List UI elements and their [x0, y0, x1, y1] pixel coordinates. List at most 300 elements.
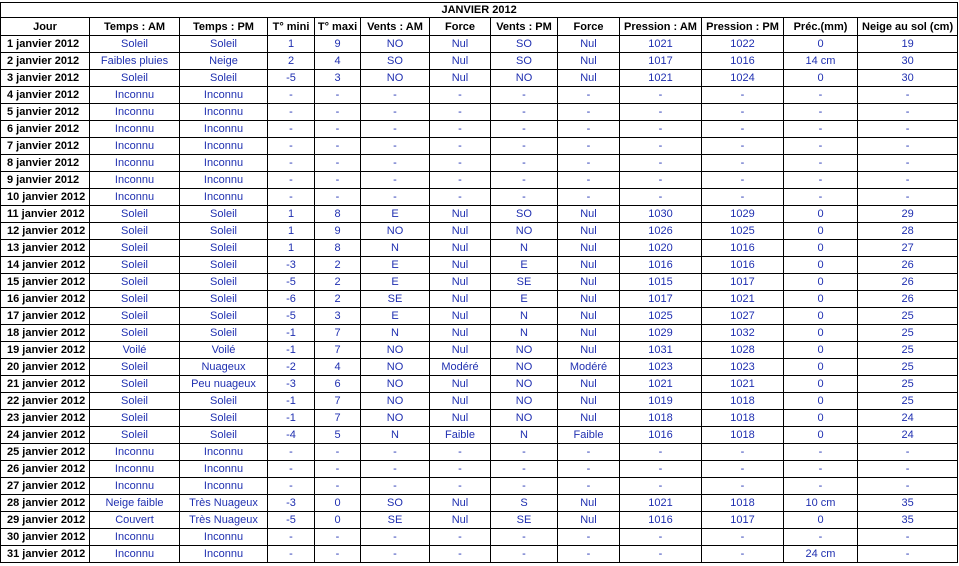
day-cell[interactable]: 18 janvier 2012 — [1, 325, 90, 342]
table-cell[interactable]: Inconnu — [90, 546, 180, 563]
table-cell[interactable]: 1028 — [702, 342, 784, 359]
table-cell[interactable]: - — [361, 189, 430, 206]
table-cell[interactable]: 25 — [858, 325, 958, 342]
day-cell[interactable]: 31 janvier 2012 — [1, 546, 90, 563]
day-cell[interactable]: 4 janvier 2012 — [1, 87, 90, 104]
table-cell[interactable]: NO — [491, 359, 558, 376]
table-cell[interactable]: 25 — [858, 393, 958, 410]
table-cell[interactable]: 9 — [315, 223, 361, 240]
table-cell[interactable]: Nul — [558, 308, 620, 325]
table-cell[interactable]: 0 — [784, 342, 858, 359]
table-cell[interactable]: Inconnu — [180, 444, 268, 461]
day-cell[interactable]: 28 janvier 2012 — [1, 495, 90, 512]
table-cell[interactable]: 26 — [858, 257, 958, 274]
table-cell[interactable]: - — [315, 172, 361, 189]
table-cell[interactable]: Nul — [558, 325, 620, 342]
table-cell[interactable]: N — [491, 308, 558, 325]
table-cell[interactable]: - — [858, 172, 958, 189]
table-cell[interactable]: - — [491, 189, 558, 206]
table-cell[interactable]: 0 — [784, 206, 858, 223]
table-cell[interactable]: SE — [361, 512, 430, 529]
table-cell[interactable]: Inconnu — [90, 189, 180, 206]
table-cell[interactable]: SO — [361, 495, 430, 512]
table-cell[interactable]: 2 — [315, 274, 361, 291]
table-cell[interactable]: - — [315, 155, 361, 172]
table-cell[interactable]: 1021 — [620, 36, 702, 53]
table-cell[interactable]: 1018 — [702, 495, 784, 512]
table-cell[interactable]: 1025 — [702, 223, 784, 240]
table-cell[interactable]: Soleil — [180, 257, 268, 274]
table-cell[interactable]: 25 — [858, 359, 958, 376]
table-cell[interactable]: Nul — [558, 223, 620, 240]
table-cell[interactable]: 25 — [858, 376, 958, 393]
table-cell[interactable]: 0 — [784, 291, 858, 308]
table-cell[interactable]: - — [430, 461, 491, 478]
table-cell[interactable]: Soleil — [180, 291, 268, 308]
table-cell[interactable]: - — [620, 444, 702, 461]
table-cell[interactable]: 1018 — [620, 410, 702, 427]
table-cell[interactable]: - — [315, 87, 361, 104]
table-cell[interactable]: Soleil — [90, 308, 180, 325]
table-cell[interactable]: Nul — [558, 495, 620, 512]
table-cell[interactable]: 1 — [268, 36, 315, 53]
table-cell[interactable]: - — [315, 444, 361, 461]
table-cell[interactable]: 7 — [315, 325, 361, 342]
table-cell[interactable]: 0 — [784, 70, 858, 87]
table-cell[interactable]: 1016 — [702, 257, 784, 274]
table-cell[interactable]: Nul — [558, 257, 620, 274]
table-cell[interactable]: Couvert — [90, 512, 180, 529]
table-cell[interactable]: - — [268, 121, 315, 138]
table-cell[interactable]: - — [361, 546, 430, 563]
table-cell[interactable]: - — [430, 138, 491, 155]
day-cell[interactable]: 24 janvier 2012 — [1, 427, 90, 444]
table-cell[interactable]: - — [268, 546, 315, 563]
table-cell[interactable]: Nul — [558, 70, 620, 87]
table-cell[interactable]: 1 — [268, 206, 315, 223]
table-cell[interactable]: 1024 — [702, 70, 784, 87]
table-cell[interactable]: - — [784, 478, 858, 495]
table-cell[interactable]: 4 — [315, 359, 361, 376]
table-cell[interactable]: Faible — [558, 427, 620, 444]
table-cell[interactable]: -1 — [268, 410, 315, 427]
day-cell[interactable]: 26 janvier 2012 — [1, 461, 90, 478]
table-cell[interactable]: - — [858, 478, 958, 495]
table-cell[interactable]: 3 — [315, 308, 361, 325]
table-cell[interactable]: - — [784, 444, 858, 461]
table-cell[interactable]: Nul — [558, 206, 620, 223]
day-cell[interactable]: 2 janvier 2012 — [1, 53, 90, 70]
table-cell[interactable]: Soleil — [180, 427, 268, 444]
table-cell[interactable]: Soleil — [90, 325, 180, 342]
table-cell[interactable]: - — [784, 138, 858, 155]
table-cell[interactable]: - — [268, 87, 315, 104]
table-cell[interactable]: 7 — [315, 393, 361, 410]
table-cell[interactable]: - — [784, 121, 858, 138]
table-cell[interactable]: Soleil — [180, 223, 268, 240]
table-cell[interactable]: E — [361, 257, 430, 274]
table-cell[interactable]: 1017 — [620, 291, 702, 308]
table-cell[interactable]: Soleil — [180, 206, 268, 223]
day-cell[interactable]: 13 janvier 2012 — [1, 240, 90, 257]
day-cell[interactable]: 1 janvier 2012 — [1, 36, 90, 53]
table-cell[interactable]: 1019 — [620, 393, 702, 410]
table-cell[interactable]: - — [361, 138, 430, 155]
table-cell[interactable]: - — [620, 172, 702, 189]
table-cell[interactable]: -3 — [268, 376, 315, 393]
table-cell[interactable]: Soleil — [90, 376, 180, 393]
table-cell[interactable]: SO — [491, 53, 558, 70]
table-cell[interactable]: - — [558, 444, 620, 461]
table-cell[interactable]: Nul — [430, 512, 491, 529]
table-cell[interactable]: NO — [491, 342, 558, 359]
table-cell[interactable]: - — [558, 172, 620, 189]
table-cell[interactable]: N — [491, 427, 558, 444]
table-cell[interactable]: - — [430, 529, 491, 546]
table-cell[interactable]: Soleil — [90, 223, 180, 240]
table-cell[interactable]: - — [858, 189, 958, 206]
table-cell[interactable]: 4 — [315, 53, 361, 70]
table-cell[interactable]: 9 — [315, 36, 361, 53]
table-cell[interactable]: NO — [361, 376, 430, 393]
table-cell[interactable]: - — [268, 138, 315, 155]
table-cell[interactable]: Soleil — [180, 410, 268, 427]
table-cell[interactable]: - — [784, 529, 858, 546]
table-cell[interactable]: Soleil — [180, 36, 268, 53]
table-cell[interactable]: Soleil — [90, 291, 180, 308]
table-cell[interactable]: Soleil — [90, 359, 180, 376]
table-cell[interactable]: Modéré — [558, 359, 620, 376]
table-cell[interactable]: 1015 — [620, 274, 702, 291]
table-cell[interactable]: Soleil — [180, 325, 268, 342]
table-cell[interactable]: Soleil — [180, 308, 268, 325]
table-cell[interactable]: - — [491, 104, 558, 121]
table-cell[interactable]: - — [430, 155, 491, 172]
table-cell[interactable]: 19 — [858, 36, 958, 53]
table-cell[interactable]: - — [558, 546, 620, 563]
table-cell[interactable]: Nul — [558, 410, 620, 427]
table-cell[interactable]: N — [361, 325, 430, 342]
table-cell[interactable]: - — [315, 104, 361, 121]
table-cell[interactable]: - — [361, 87, 430, 104]
table-cell[interactable]: 8 — [315, 240, 361, 257]
table-cell[interactable]: - — [268, 172, 315, 189]
table-cell[interactable]: 35 — [858, 512, 958, 529]
table-cell[interactable]: - — [558, 189, 620, 206]
table-cell[interactable]: 1021 — [620, 70, 702, 87]
day-cell[interactable]: 30 janvier 2012 — [1, 529, 90, 546]
table-cell[interactable]: - — [858, 546, 958, 563]
table-cell[interactable]: Soleil — [90, 257, 180, 274]
table-cell[interactable]: 0 — [784, 274, 858, 291]
table-cell[interactable]: 1021 — [702, 291, 784, 308]
table-cell[interactable]: Inconnu — [90, 104, 180, 121]
table-cell[interactable]: NO — [361, 223, 430, 240]
table-cell[interactable]: Neige faible — [90, 495, 180, 512]
table-cell[interactable]: - — [491, 444, 558, 461]
table-cell[interactable]: 3 — [315, 70, 361, 87]
table-cell[interactable]: Très Nuageux — [180, 495, 268, 512]
table-cell[interactable]: NO — [491, 393, 558, 410]
table-cell[interactable]: - — [620, 87, 702, 104]
table-cell[interactable]: 1029 — [620, 325, 702, 342]
table-cell[interactable]: - — [858, 461, 958, 478]
table-cell[interactable]: - — [702, 444, 784, 461]
table-cell[interactable]: Nul — [430, 257, 491, 274]
table-cell[interactable]: - — [784, 172, 858, 189]
table-cell[interactable]: 1016 — [620, 257, 702, 274]
table-cell[interactable]: NO — [361, 36, 430, 53]
table-cell[interactable]: SE — [361, 291, 430, 308]
table-cell[interactable]: -2 — [268, 359, 315, 376]
table-cell[interactable]: - — [620, 461, 702, 478]
table-cell[interactable]: 1032 — [702, 325, 784, 342]
table-cell[interactable]: 0 — [784, 393, 858, 410]
table-cell[interactable]: Nul — [430, 53, 491, 70]
table-cell[interactable]: SE — [491, 512, 558, 529]
day-cell[interactable]: 11 janvier 2012 — [1, 206, 90, 223]
table-cell[interactable]: - — [784, 461, 858, 478]
table-cell[interactable]: - — [268, 478, 315, 495]
table-cell[interactable]: - — [858, 529, 958, 546]
table-cell[interactable]: 1027 — [702, 308, 784, 325]
table-cell[interactable]: 2 — [315, 257, 361, 274]
table-cell[interactable]: Nul — [430, 274, 491, 291]
table-cell[interactable]: Nul — [430, 70, 491, 87]
table-cell[interactable]: - — [702, 121, 784, 138]
table-cell[interactable]: - — [702, 529, 784, 546]
table-cell[interactable]: 1017 — [702, 512, 784, 529]
table-cell[interactable]: - — [491, 87, 558, 104]
table-cell[interactable]: Inconnu — [90, 529, 180, 546]
table-cell[interactable]: Nul — [430, 291, 491, 308]
table-cell[interactable]: 25 — [858, 308, 958, 325]
table-cell[interactable]: - — [430, 444, 491, 461]
table-cell[interactable]: - — [784, 104, 858, 121]
table-cell[interactable]: 0 — [784, 512, 858, 529]
table-cell[interactable]: 0 — [784, 223, 858, 240]
table-cell[interactable]: Nul — [558, 274, 620, 291]
table-cell[interactable]: 1020 — [620, 240, 702, 257]
table-cell[interactable]: 2 — [315, 291, 361, 308]
table-cell[interactable]: Inconnu — [180, 529, 268, 546]
table-cell[interactable]: - — [361, 172, 430, 189]
table-cell[interactable]: 7 — [315, 410, 361, 427]
table-cell[interactable]: - — [620, 189, 702, 206]
table-cell[interactable]: -5 — [268, 274, 315, 291]
table-cell[interactable]: Faible — [430, 427, 491, 444]
table-cell[interactable]: Nul — [558, 291, 620, 308]
table-cell[interactable]: Inconnu — [90, 444, 180, 461]
table-cell[interactable]: Inconnu — [90, 121, 180, 138]
table-cell[interactable]: NO — [491, 376, 558, 393]
table-cell[interactable]: NO — [361, 70, 430, 87]
table-cell[interactable]: Inconnu — [180, 121, 268, 138]
table-cell[interactable]: - — [702, 172, 784, 189]
table-cell[interactable]: - — [784, 189, 858, 206]
table-cell[interactable]: 1016 — [620, 512, 702, 529]
table-cell[interactable]: - — [620, 529, 702, 546]
table-cell[interactable]: 1023 — [702, 359, 784, 376]
table-cell[interactable]: - — [361, 461, 430, 478]
table-cell[interactable]: Inconnu — [180, 546, 268, 563]
table-cell[interactable]: - — [491, 529, 558, 546]
table-cell[interactable]: - — [268, 444, 315, 461]
table-cell[interactable]: Soleil — [180, 274, 268, 291]
day-cell[interactable]: 10 janvier 2012 — [1, 189, 90, 206]
table-cell[interactable]: Nul — [430, 495, 491, 512]
table-cell[interactable]: 7 — [315, 342, 361, 359]
table-cell[interactable]: - — [858, 138, 958, 155]
table-cell[interactable]: - — [491, 461, 558, 478]
table-cell[interactable]: 1021 — [620, 376, 702, 393]
day-cell[interactable]: 16 janvier 2012 — [1, 291, 90, 308]
table-cell[interactable]: S — [491, 495, 558, 512]
table-cell[interactable]: - — [558, 461, 620, 478]
table-cell[interactable]: -1 — [268, 393, 315, 410]
table-cell[interactable]: - — [315, 138, 361, 155]
table-cell[interactable]: Inconnu — [180, 478, 268, 495]
table-cell[interactable]: -3 — [268, 495, 315, 512]
table-cell[interactable]: Inconnu — [90, 172, 180, 189]
table-cell[interactable]: 0 — [784, 240, 858, 257]
table-cell[interactable]: - — [361, 104, 430, 121]
table-cell[interactable]: - — [702, 155, 784, 172]
table-cell[interactable]: - — [430, 121, 491, 138]
table-cell[interactable]: - — [620, 104, 702, 121]
table-cell[interactable]: 1031 — [620, 342, 702, 359]
table-cell[interactable]: 14 cm — [784, 53, 858, 70]
table-cell[interactable]: 25 — [858, 342, 958, 359]
day-cell[interactable]: 27 janvier 2012 — [1, 478, 90, 495]
table-cell[interactable]: Soleil — [90, 274, 180, 291]
table-cell[interactable]: SO — [491, 36, 558, 53]
table-cell[interactable]: Soleil — [90, 410, 180, 427]
table-cell[interactable]: NO — [361, 359, 430, 376]
table-cell[interactable]: 1030 — [620, 206, 702, 223]
table-cell[interactable]: 0 — [784, 308, 858, 325]
table-cell[interactable]: SE — [491, 274, 558, 291]
table-cell[interactable]: NO — [361, 393, 430, 410]
table-cell[interactable]: 5 — [315, 427, 361, 444]
table-cell[interactable]: - — [858, 444, 958, 461]
table-cell[interactable]: NO — [361, 410, 430, 427]
table-cell[interactable]: Soleil — [90, 393, 180, 410]
day-cell[interactable]: 12 janvier 2012 — [1, 223, 90, 240]
table-cell[interactable]: - — [858, 121, 958, 138]
day-cell[interactable]: 9 janvier 2012 — [1, 172, 90, 189]
table-cell[interactable]: -1 — [268, 342, 315, 359]
table-cell[interactable]: 35 — [858, 495, 958, 512]
table-cell[interactable]: 10 cm — [784, 495, 858, 512]
table-cell[interactable]: E — [361, 308, 430, 325]
table-cell[interactable]: - — [315, 529, 361, 546]
table-cell[interactable]: Nul — [430, 240, 491, 257]
table-cell[interactable]: - — [620, 121, 702, 138]
table-cell[interactable]: Neige — [180, 53, 268, 70]
table-cell[interactable]: - — [702, 546, 784, 563]
table-cell[interactable]: 1018 — [702, 427, 784, 444]
table-cell[interactable]: - — [702, 478, 784, 495]
day-cell[interactable]: 15 janvier 2012 — [1, 274, 90, 291]
table-cell[interactable]: - — [361, 444, 430, 461]
table-cell[interactable]: N — [361, 427, 430, 444]
table-cell[interactable]: 0 — [784, 325, 858, 342]
table-cell[interactable]: - — [784, 155, 858, 172]
table-cell[interactable]: - — [558, 529, 620, 546]
table-cell[interactable]: Inconnu — [90, 478, 180, 495]
table-cell[interactable]: - — [315, 461, 361, 478]
table-cell[interactable]: 1029 — [702, 206, 784, 223]
table-cell[interactable]: Très Nuageux — [180, 512, 268, 529]
table-cell[interactable]: - — [491, 155, 558, 172]
table-cell[interactable]: -4 — [268, 427, 315, 444]
table-cell[interactable]: Nul — [558, 240, 620, 257]
table-cell[interactable]: 1 — [268, 223, 315, 240]
table-cell[interactable]: Soleil — [180, 240, 268, 257]
table-cell[interactable]: 24 — [858, 427, 958, 444]
table-cell[interactable]: 27 — [858, 240, 958, 257]
table-cell[interactable]: Modéré — [430, 359, 491, 376]
table-cell[interactable]: - — [558, 155, 620, 172]
table-cell[interactable]: -5 — [268, 70, 315, 87]
table-cell[interactable]: - — [858, 104, 958, 121]
table-cell[interactable]: Nul — [430, 36, 491, 53]
table-cell[interactable]: - — [620, 478, 702, 495]
table-cell[interactable]: - — [315, 189, 361, 206]
table-cell[interactable]: Nul — [430, 223, 491, 240]
table-cell[interactable]: - — [702, 87, 784, 104]
table-cell[interactable]: - — [430, 478, 491, 495]
table-cell[interactable]: 29 — [858, 206, 958, 223]
table-cell[interactable]: N — [361, 240, 430, 257]
table-cell[interactable]: Inconnu — [180, 461, 268, 478]
table-cell[interactable]: Inconnu — [90, 155, 180, 172]
table-cell[interactable]: - — [702, 461, 784, 478]
table-cell[interactable]: 26 — [858, 291, 958, 308]
table-cell[interactable]: - — [491, 546, 558, 563]
table-cell[interactable]: Peu nuageux — [180, 376, 268, 393]
table-cell[interactable]: - — [491, 172, 558, 189]
day-cell[interactable]: 19 janvier 2012 — [1, 342, 90, 359]
table-cell[interactable]: Nul — [430, 206, 491, 223]
table-cell[interactable]: NO — [491, 223, 558, 240]
table-cell[interactable]: NO — [361, 342, 430, 359]
table-cell[interactable]: - — [702, 104, 784, 121]
table-cell[interactable]: 1017 — [620, 53, 702, 70]
table-cell[interactable]: Faibles pluies — [90, 53, 180, 70]
table-cell[interactable]: Inconnu — [90, 138, 180, 155]
table-cell[interactable]: 0 — [784, 359, 858, 376]
table-cell[interactable]: - — [620, 138, 702, 155]
table-cell[interactable]: 1022 — [702, 36, 784, 53]
table-cell[interactable]: 30 — [858, 53, 958, 70]
table-cell[interactable]: Nul — [430, 410, 491, 427]
table-cell[interactable]: - — [361, 478, 430, 495]
table-cell[interactable]: Nul — [558, 342, 620, 359]
table-cell[interactable]: 0 — [315, 512, 361, 529]
table-cell[interactable]: - — [430, 189, 491, 206]
table-cell[interactable]: -6 — [268, 291, 315, 308]
table-cell[interactable]: Voilé — [90, 342, 180, 359]
table-cell[interactable]: N — [491, 240, 558, 257]
day-cell[interactable]: 23 janvier 2012 — [1, 410, 90, 427]
table-cell[interactable]: 1016 — [702, 53, 784, 70]
table-cell[interactable]: - — [558, 104, 620, 121]
table-cell[interactable]: Nul — [558, 36, 620, 53]
table-cell[interactable]: SO — [361, 53, 430, 70]
table-cell[interactable]: - — [620, 546, 702, 563]
